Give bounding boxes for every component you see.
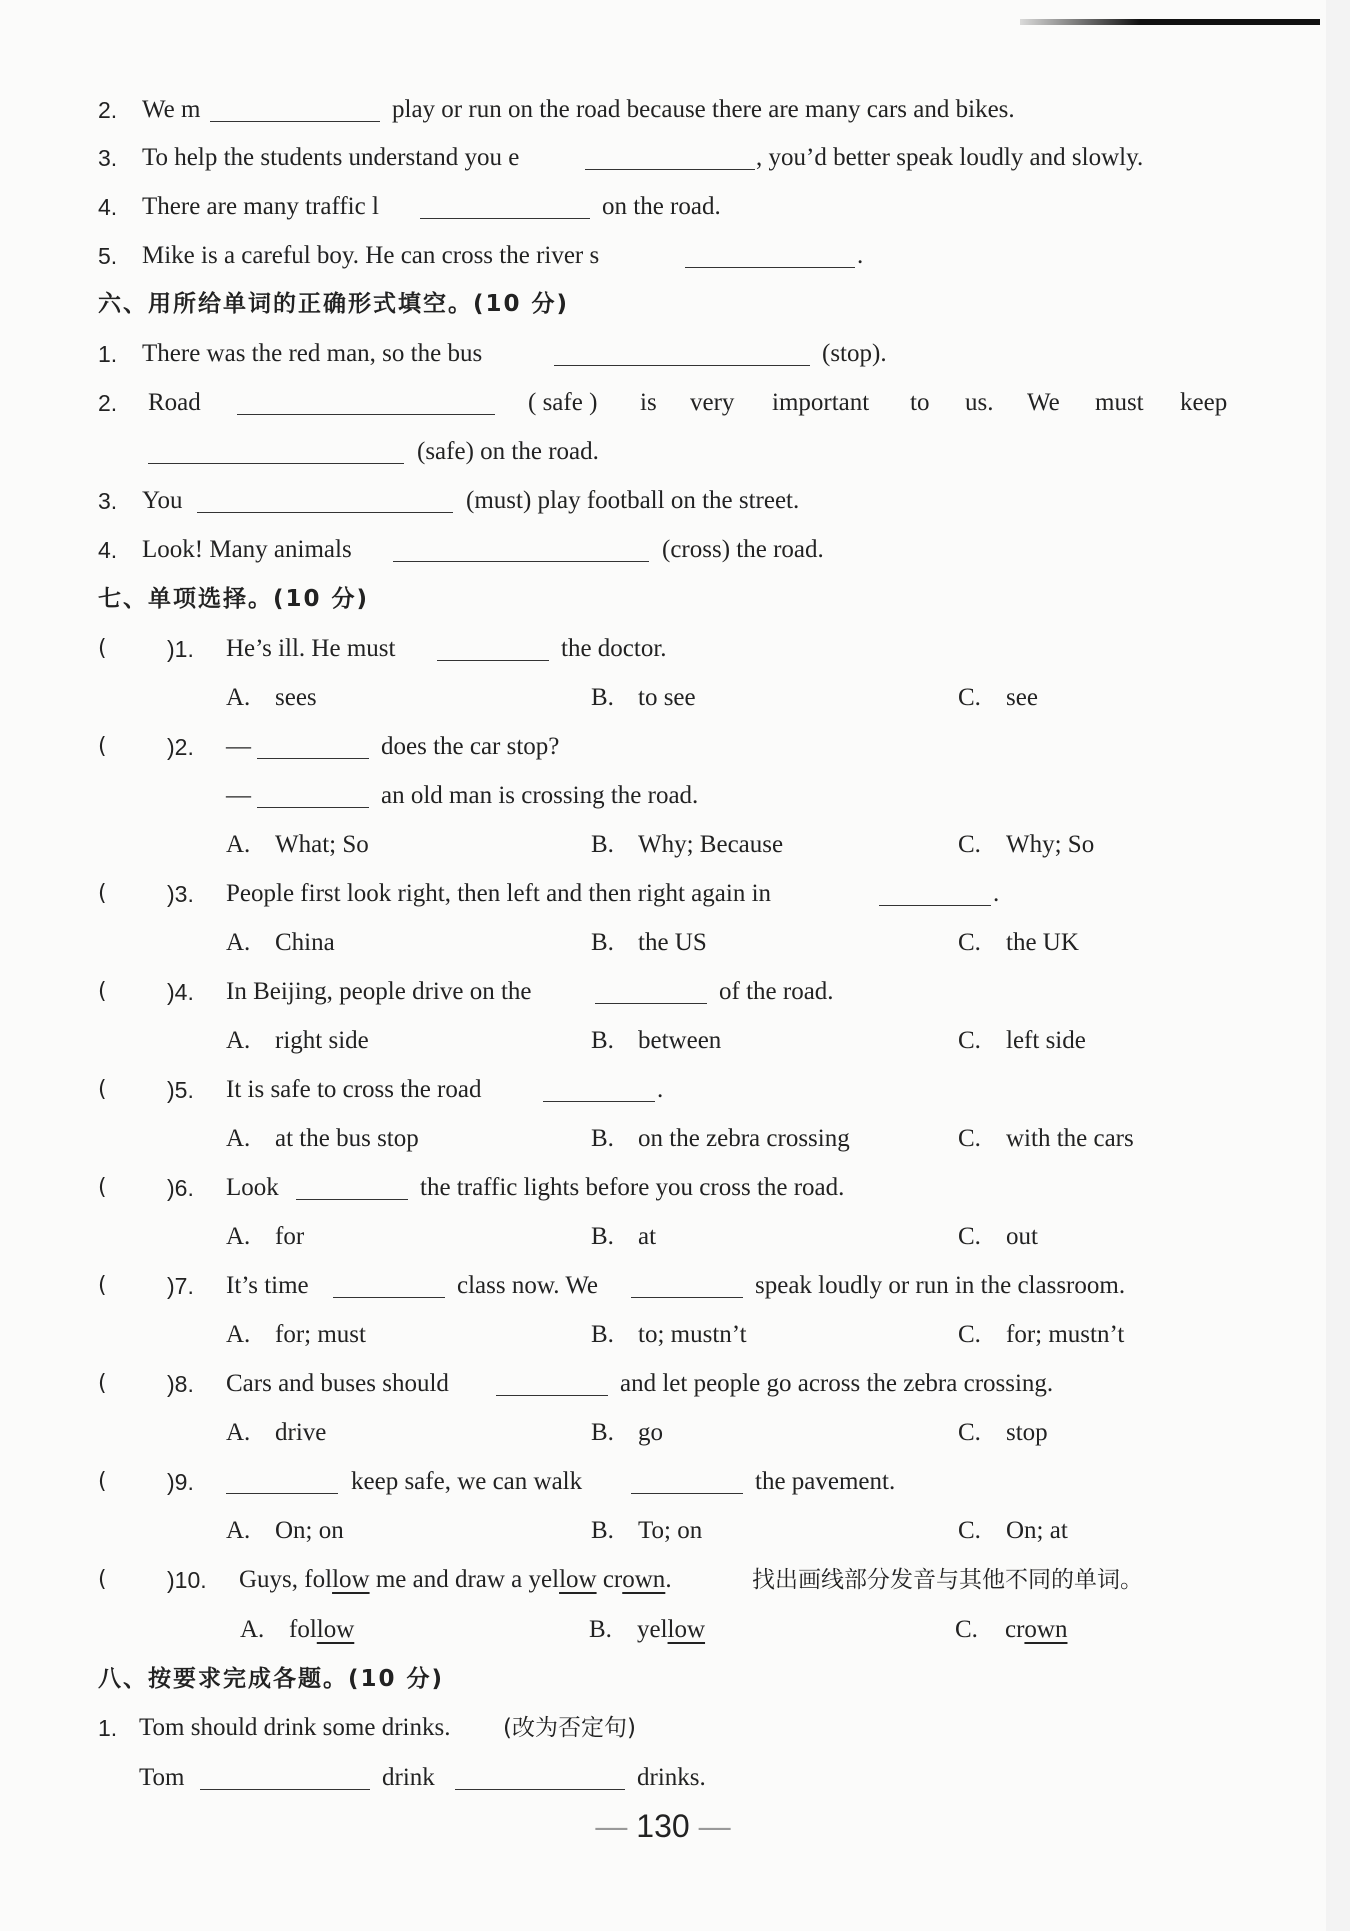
option-b[interactable]: to see [638,684,696,711]
question-number: )2. [167,734,194,760]
question-text: speak loudly or run in the classroom. [755,1272,1126,1299]
option-letter: A. [226,684,251,711]
question-number: )9. [167,1469,194,1495]
option-letter: B. [591,1223,614,1250]
question-text: To help the students understand you e [142,144,520,171]
question-text: Look! Many animals [142,536,352,563]
option-b[interactable]: on the zebra crossing [638,1125,850,1152]
answer-blank[interactable] [585,143,755,170]
answer-blank[interactable] [257,781,369,808]
answer-blank[interactable] [210,95,380,122]
question-text: In Beijing, people drive on the [226,978,532,1005]
option-a[interactable]: at the bus stop [275,1125,419,1152]
option-letter: C. [958,831,981,858]
section-8-title: 八、按要求完成各题。(10 分) [98,1666,445,1692]
answer-blank[interactable] [455,1763,625,1790]
option-letter: B. [591,684,614,711]
answer-paren[interactable]: ( [98,636,107,661]
question-text: the pavement. [755,1468,896,1495]
question-instruction: 找出画线部分发音与其他不同的单词。 [752,1567,1143,1593]
question-text: an old man is crossing the road. [381,782,699,809]
answer-blank[interactable] [879,879,991,906]
option-letter: B. [589,1616,612,1643]
answer-blank[interactable] [200,1763,370,1790]
option-c[interactable]: On; at [1006,1517,1068,1544]
answer-blank[interactable] [631,1467,743,1494]
question-text: People first look right, then left and then right again in [226,880,772,907]
question-text: There are many traffic l [142,193,379,220]
question-number: 1. [98,341,118,367]
option-letter: C. [958,1223,981,1250]
question-text: to [910,389,930,416]
question-text: very [690,389,735,416]
option-c[interactable]: Why; So [1006,831,1095,858]
question-text: (safe) on the road. [417,438,599,465]
answer-blank[interactable] [296,1173,408,1200]
option-b[interactable]: at [638,1223,657,1250]
question-text: keep safe, we can walk [351,1468,583,1495]
question-text: important [772,389,870,416]
option-letter: A. [226,831,251,858]
question-number: 2. [98,390,118,416]
answer-blank[interactable] [437,634,549,661]
answer-blank[interactable] [148,437,404,464]
option-b[interactable]: to; mustn’t [638,1321,747,1348]
answer-paren[interactable]: ( [98,881,107,906]
option-letter: A. [226,1321,251,1348]
dialogue-dash: — [226,782,251,809]
option-letter: A. [226,1027,251,1054]
question-text: of the road. [719,978,834,1005]
option-letter: C. [955,1616,978,1643]
option-b[interactable]: the US [638,929,707,956]
question-number: 1. [98,1715,118,1741]
answer-blank[interactable] [496,1369,608,1396]
option-letter: A. [226,1125,251,1152]
option-c[interactable]: for; mustn’t [1006,1321,1125,1348]
option-b[interactable]: Why; Because [638,831,784,858]
option-letter: B. [591,1125,614,1152]
question-text: We m [142,96,201,123]
option-a[interactable]: follow [289,1616,355,1643]
answer-blank[interactable] [631,1271,743,1298]
question-number: )5. [167,1077,194,1103]
question-number: )10. [167,1567,207,1593]
option-c[interactable]: the UK [1006,929,1079,956]
question-text: Tom [139,1764,185,1791]
question-number: )3. [167,881,194,907]
answer-blank[interactable] [595,977,707,1004]
question-text: Cars and buses should [226,1370,449,1397]
answer-paren[interactable]: ( [98,734,107,759]
question-number: )7. [167,1273,194,1299]
option-a[interactable]: sees [275,684,317,711]
question-text: drink [382,1764,435,1791]
option-a[interactable]: for [275,1223,305,1250]
answer-blank[interactable] [226,1467,338,1494]
answer-blank[interactable] [554,339,810,366]
option-letter: B. [591,831,614,858]
question-text: does the car stop? [381,733,560,760]
option-letter: C. [958,1419,981,1446]
question-text: , you’d better speak loudly and slowly. [756,144,1144,171]
question-text: on the road. [602,193,721,220]
question-text: must [1095,389,1144,416]
option-b[interactable]: To; on [638,1517,703,1544]
question-text: There was the red man, so the bus [142,340,483,367]
answer-paren[interactable]: ( [98,1175,107,1200]
question-text: and let people go across the zebra crossing. [620,1370,1054,1397]
question-number: 3. [98,488,118,514]
option-c[interactable]: out [1006,1223,1038,1250]
section-7-title: 七、单项选择。(10 分) [98,586,370,612]
question-text: Road [148,389,201,416]
question-text: He’s ill. He must [226,635,396,662]
question-number: 3. [98,145,118,171]
question-text: us. [965,389,994,416]
option-letter: B. [591,929,614,956]
option-letter: B. [591,1027,614,1054]
answer-paren[interactable]: ( [98,1469,107,1494]
option-a[interactable]: for; must [275,1321,366,1348]
dialogue-dash: — [226,733,251,760]
option-b[interactable]: yellow [637,1616,706,1643]
option-c[interactable]: see [1006,684,1038,711]
question-text: Guys, follow me and draw a yellow crown. [239,1566,672,1593]
option-c[interactable]: crown [1005,1616,1068,1643]
answer-blank[interactable] [543,1075,655,1102]
option-a[interactable]: China [275,929,335,956]
answer-blank[interactable] [333,1271,445,1298]
question-text: You [142,487,183,514]
question-text: is [640,389,657,416]
question-text: We [1027,389,1060,416]
option-letter: B. [591,1517,614,1544]
header-rule [1020,19,1320,25]
answer-paren[interactable]: ( [98,1567,107,1592]
question-text: (cross) the road. [662,536,824,563]
question-number: )4. [167,979,194,1005]
option-letter: B. [591,1419,614,1446]
option-letter: A. [226,929,251,956]
question-text: drinks. [637,1764,706,1791]
option-b[interactable]: go [638,1419,663,1446]
section-6-title: 六、用所给单词的正确形式填空。(10 分) [98,291,570,317]
option-letter: C. [958,1517,981,1544]
answer-blank[interactable] [197,486,453,513]
question-number: )6. [167,1175,194,1201]
answer-blank[interactable] [685,241,855,268]
option-a[interactable]: On; on [275,1517,344,1544]
question-number: 4. [98,537,118,563]
option-c[interactable]: stop [1006,1419,1048,1446]
option-a[interactable]: What; So [275,831,369,858]
question-number: )1. [167,636,194,662]
question-text: (must) play football on the street. [466,487,800,514]
question-text: class now. We [457,1272,599,1299]
option-letter: A. [226,1419,251,1446]
answer-blank[interactable] [237,388,495,415]
question-number: 2. [98,97,118,123]
question-text: ( safe ) [528,389,598,416]
question-text: Tom should drink some drinks. [139,1714,451,1741]
option-c[interactable]: left side [1006,1027,1086,1054]
option-letter: B. [591,1321,614,1348]
answer-blank[interactable] [420,192,590,219]
answer-paren[interactable]: ( [98,1371,107,1396]
page-number [0,1808,1326,1845]
question-text: It’s time [226,1272,309,1299]
question-text: the doctor. [561,635,667,662]
option-letter: C. [958,929,981,956]
option-letter: A. [226,1517,251,1544]
option-letter: C. [958,1125,981,1152]
option-letter: A. [240,1616,265,1643]
question-text: Look [226,1174,279,1201]
page-number-value: 130 [636,1808,690,1844]
page-dash: — [698,1808,731,1844]
question-text: . [857,242,864,269]
question-text: It is safe to cross the road [226,1076,482,1103]
question-number: 4. [98,194,118,220]
answer-blank[interactable] [393,535,649,562]
question-text: (stop). [822,340,887,367]
question-number: 5. [98,243,118,269]
question-number: )8. [167,1371,194,1397]
option-c[interactable]: with the cars [1006,1125,1134,1152]
option-a[interactable]: drive [275,1419,327,1446]
question-text: the traffic lights before you cross the road. [420,1174,845,1201]
answer-blank[interactable] [257,732,369,759]
question-text: keep [1180,389,1228,416]
question-instruction: (改为否定句) [503,1715,636,1741]
page-dash: — [595,1808,628,1844]
question-text: . [657,1076,664,1103]
answer-paren[interactable]: ( [98,979,107,1004]
option-letter: C. [958,1321,981,1348]
option-letter: A. [226,1223,251,1250]
option-b[interactable]: between [638,1027,722,1054]
answer-paren[interactable]: ( [98,1077,107,1102]
option-a[interactable]: right side [275,1027,369,1054]
question-text: . [993,880,1000,907]
question-text: play or run on the road because there are many cars and bikes. [392,96,1015,123]
question-text: Mike is a careful boy. He can cross the river s [142,242,600,269]
option-letter: C. [958,1027,981,1054]
option-letter: C. [958,684,981,711]
answer-paren[interactable]: ( [98,1273,107,1298]
